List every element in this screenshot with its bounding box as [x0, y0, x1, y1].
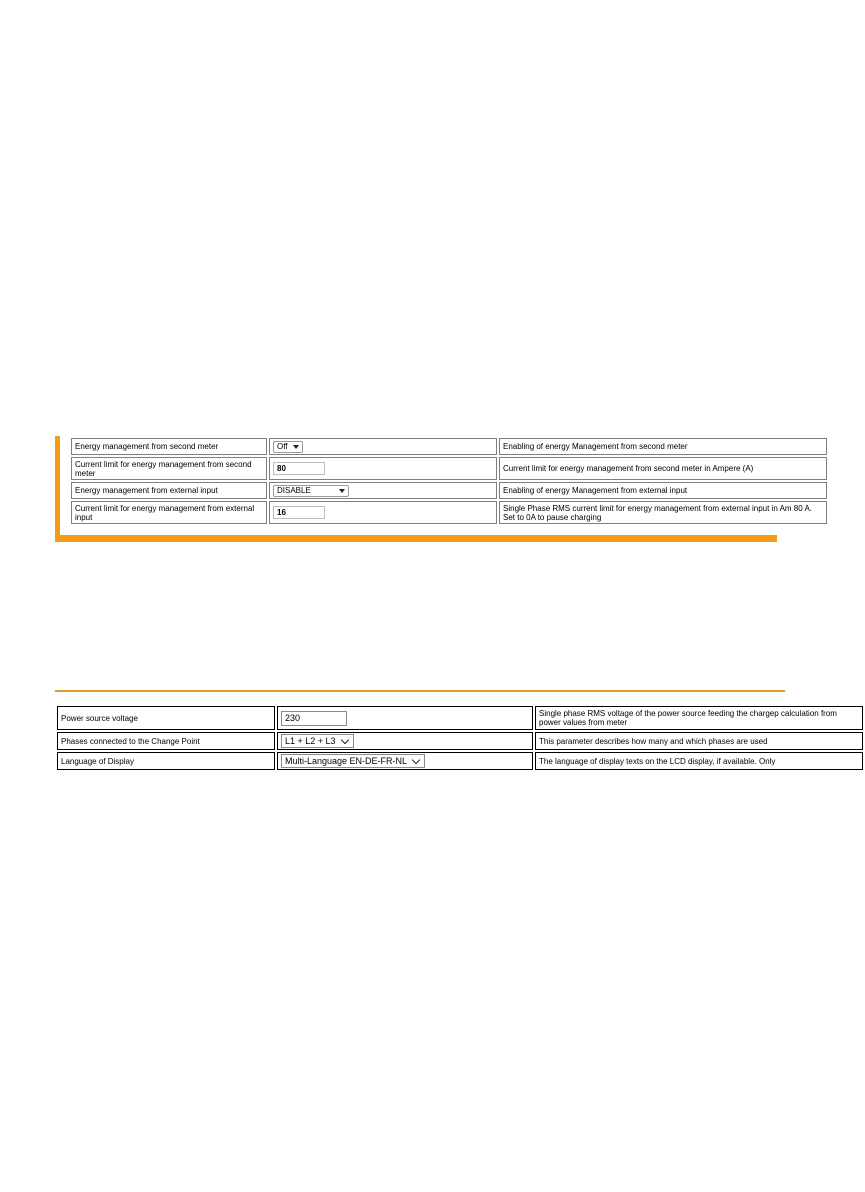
chevron-down-icon — [412, 755, 420, 763]
setting-description: This parameter describes how many and which phases are used — [535, 732, 863, 750]
setting-label: Energy management from second meter — [71, 438, 267, 455]
table-row — [71, 438, 827, 455]
table-row — [71, 482, 827, 499]
setting-description: Enabling of energy Management from second meter — [499, 438, 827, 455]
setting-control-cell — [269, 501, 497, 524]
external-input-energy-mgmt-select[interactable] — [273, 485, 349, 497]
second-meter-current-limit-input[interactable]: 80 — [273, 462, 325, 475]
setting-control-cell — [277, 706, 533, 730]
chevron-down-icon — [340, 735, 348, 743]
energy-management-table — [69, 436, 829, 526]
table-row — [57, 732, 863, 750]
setting-label: Current limit for energy management from external input — [71, 501, 267, 524]
setting-description: Enabling of energy Management from external input — [499, 482, 827, 499]
setting-control-cell — [277, 752, 533, 770]
setting-control-cell — [277, 732, 533, 750]
setting-description: Current limit for energy management from second meter in Ampere (A) — [499, 457, 827, 480]
setting-label: Current limit for energy management from second meter — [71, 457, 267, 480]
select-value: L1 + L2 + L3 — [285, 735, 336, 746]
caret-down-icon — [293, 445, 299, 449]
setting-label: Energy management from external input — [71, 482, 267, 499]
select-value: Off — [277, 442, 288, 451]
power-source-voltage-input[interactable]: 230 — [281, 711, 347, 726]
display-language-select[interactable] — [281, 754, 425, 768]
setting-label: Language of Display — [57, 752, 275, 770]
setting-description: Single phase RMS voltage of the power source feeding the chargep calculation from power values from meter — [535, 706, 863, 730]
power-source-table — [55, 704, 865, 772]
second-meter-energy-mgmt-select[interactable] — [273, 441, 303, 453]
external-input-current-limit-input[interactable]: 16 — [273, 506, 325, 519]
table-row — [71, 501, 827, 524]
table-row — [71, 457, 827, 480]
setting-description: The language of display texts on the LCD display, if available. Only — [535, 752, 863, 770]
energy-management-settings-panel — [55, 436, 813, 542]
power-source-settings-panel — [55, 690, 837, 770]
setting-label: Phases connected to the Change Point — [57, 732, 275, 750]
setting-control-cell — [269, 438, 497, 455]
table-row — [57, 706, 863, 730]
select-value: DISABLE — [277, 486, 311, 495]
setting-description: Single Phase RMS current limit for energy management from external input in Am 80 A. Set to 0A to pause charging — [499, 501, 827, 524]
setting-control-cell — [269, 457, 497, 480]
setting-label: Power source voltage — [57, 706, 275, 730]
table-row — [57, 752, 863, 770]
setting-control-cell — [269, 482, 497, 499]
select-value: Multi-Language EN-DE-FR-NL — [285, 755, 408, 766]
caret-down-icon — [339, 489, 345, 493]
phases-connected-select[interactable] — [281, 734, 354, 748]
